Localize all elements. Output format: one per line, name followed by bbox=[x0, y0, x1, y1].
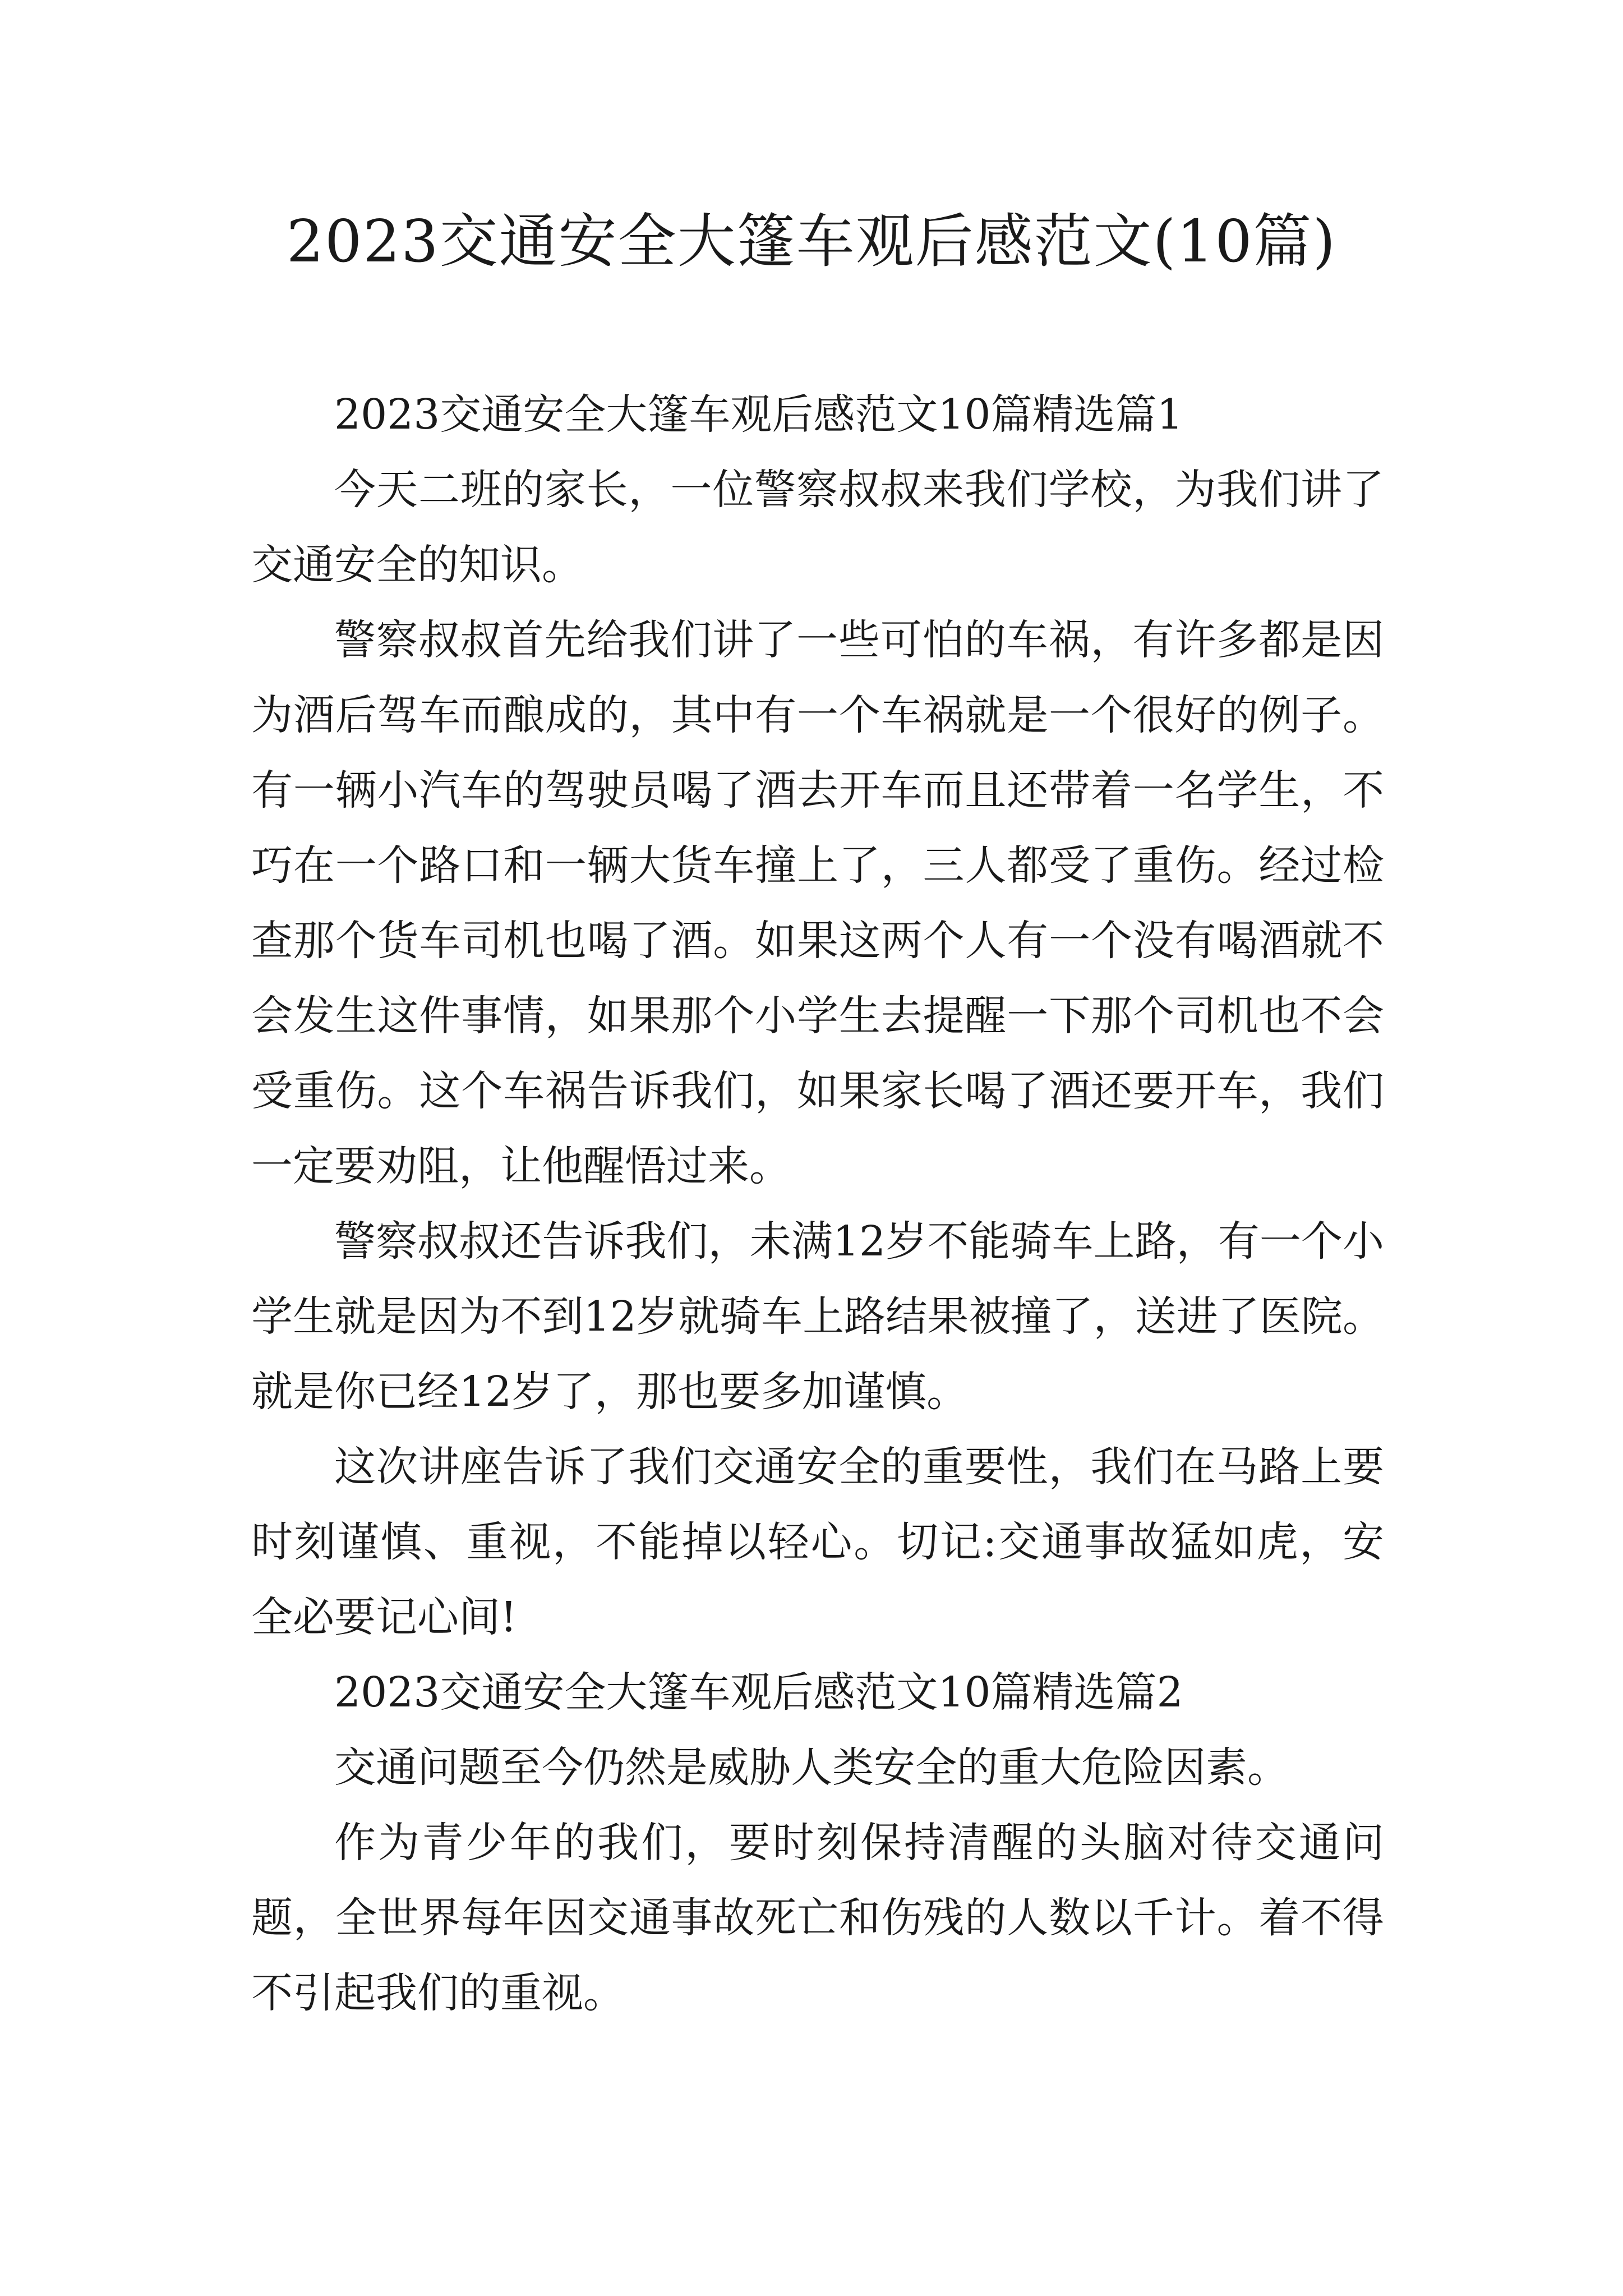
paragraph: 交通问题至今仍然是威胁人类安全的重大危险因素。 bbox=[334, 1743, 1289, 1792]
paragraph: 作为青少年的我们，要时刻保持清醒的头脑对待交通问题，全世界每年因交通事故死亡和伤残的人数以千计。着不得不引起我们的重视。 bbox=[251, 1819, 1384, 2017]
paragraph: 警察叔叔首先给我们讲了一些可怕的车祸，有许多都是因为酒后驾车而酿成的，其中有一个车祸就是一个很好的例子。有一辆小汽车的驾驶员喝了酒去开车而且还带着一名学生，不巧在一个路口和一辆大货车撞上了，三人都受了重伤。经过检查那个货车司机也喝了酒。如果这两个人有一个没有喝酒就不会发生这件事情，如果那个小学生去提醒一下那个司机也不会受重伤。这个车祸告诉我们，如果家长喝了酒还要开车，我们一定要劝阻，让他醒悟过来。 bbox=[251, 616, 1384, 1190]
document-body bbox=[251, 377, 1384, 2031]
section-heading-2: 2023交通安全大篷车观后感范文10篇精选篇2 bbox=[334, 1668, 1183, 1717]
document-title: 2023交通安全大篷车观后感范文(10篇) bbox=[286, 207, 1337, 275]
paragraph: 今天二班的家长，一位警察叔叔来我们学校，为我们讲了交通安全的知识。 bbox=[251, 466, 1384, 589]
paragraph: 警察叔叔还告诉我们，未满12岁不能骑车上路，有一个小学生就是因为不到12岁就骑车上路结果被撞了，送进了医院。就是你已经12岁了，那也要多加谨慎。 bbox=[251, 1217, 1384, 1416]
section-heading-1: 2023交通安全大篷车观后感范文10篇精选篇1 bbox=[334, 390, 1183, 439]
paragraph: 这次讲座告诉了我们交通安全的重要性，我们在马路上要时刻谨慎、重视，不能掉以轻心。切记:交通事故猛如虎，安全必要记心间! bbox=[251, 1443, 1384, 1641]
